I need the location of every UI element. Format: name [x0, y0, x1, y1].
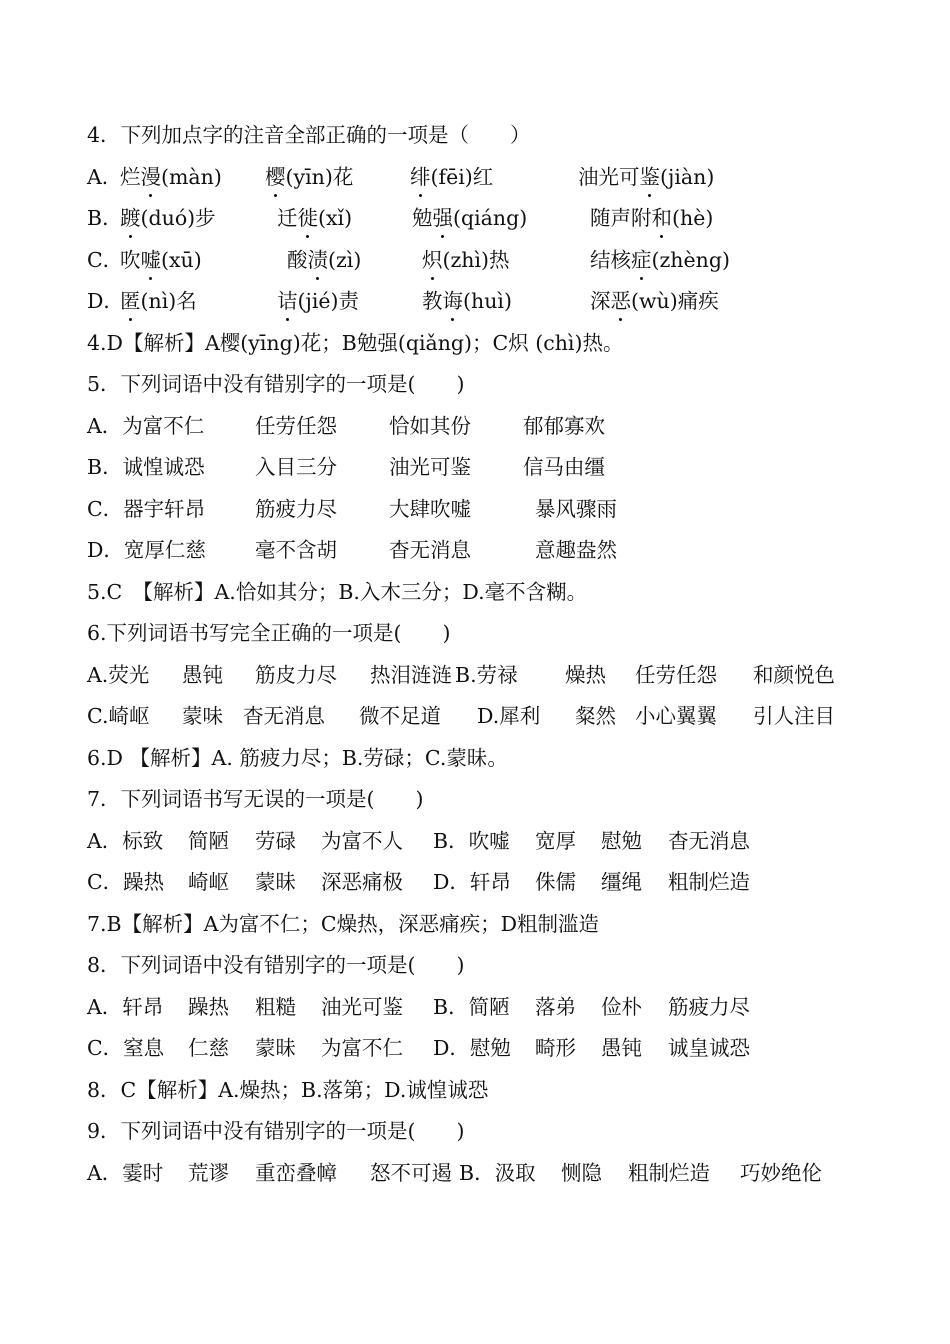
- q7-item: 劳碌: [255, 829, 296, 853]
- q5-a-item: A．为富不仁: [87, 414, 205, 438]
- q7-stem-text: 7．下列词语书写无误的一项是( ): [87, 787, 424, 811]
- q5-c-item: C．器宇轩昂: [87, 497, 206, 521]
- q7-item: 深恶痛极: [321, 870, 403, 894]
- q9-item: B．汲取: [459, 1161, 536, 1185]
- q8-item: 蒙昧: [255, 1036, 296, 1060]
- q5-answer-text: 5.C 【解析】A.恰如其分；B.入木三分；D.毫不含糊。: [87, 580, 588, 604]
- q5-a-item: 郁郁寡欢: [523, 414, 605, 438]
- q5-d-item: 杳无消息: [389, 538, 471, 562]
- q4-a-word1: 烂漫(màn): [120, 162, 222, 192]
- q6-item: C.崎岖: [87, 704, 150, 728]
- q4-d-word3: 教诲(huì): [422, 286, 512, 316]
- q6-item: 热泪涟涟: [370, 663, 452, 687]
- q7-item: 简陋: [188, 829, 229, 853]
- q7-item: 宽厚: [535, 829, 576, 853]
- q9-item: 重峦叠幛: [255, 1161, 337, 1185]
- q4-answer-text: 4.D【解析】A樱(yīng)花；B勉强(qiǎng)；C炽 (chì)热。: [87, 331, 624, 355]
- q8-item: 畸形: [535, 1036, 576, 1060]
- q4-b-word3: 勉强(qiáng): [412, 203, 527, 233]
- q8-item: 诚皇诚恐: [668, 1036, 750, 1060]
- q8-stem-text: 8．下列词语中没有错别字的一项是( ): [87, 953, 465, 977]
- q4-d-word4: 深恶(wù)痛疾: [590, 286, 719, 316]
- q7-item: 为富不人: [321, 829, 403, 853]
- q5-b-item: 信马由缰: [523, 455, 605, 479]
- q5-c-item: 大肆吹嘘: [389, 497, 471, 521]
- q9-stem-text: 9．下列词语中没有错别字的一项是( ): [87, 1119, 465, 1143]
- q6-item: D.犀利: [477, 704, 541, 728]
- q6-item: 蒙味: [182, 704, 223, 728]
- q6-item: 小心翼翼: [635, 704, 717, 728]
- q4-c-word1: 吹嘘(xū): [120, 245, 202, 275]
- q7-item: C．躁热: [87, 870, 165, 894]
- q8-item: 仁慈: [188, 1036, 229, 1060]
- q8-item: 俭朴: [601, 995, 642, 1019]
- q4-stem-text: 4．下列加点字的注音全部正确的一项是（ ）: [87, 123, 531, 147]
- q5-a-item: 恰如其份: [389, 414, 471, 438]
- q4-d-word2: 诘(jié)责: [277, 286, 359, 316]
- q7-item: 杳无消息: [668, 829, 750, 853]
- q6-item: A.荧光: [87, 663, 150, 687]
- q8-item: D．慰勉: [433, 1036, 511, 1060]
- q7-item: 粗制烂造: [668, 870, 750, 894]
- q6-stem-text: 6.下列词语书写完全正确的一项是( ): [87, 621, 451, 645]
- q5-a-item: 任劳任怨: [255, 414, 337, 438]
- q6-item: 筋皮力尽: [255, 663, 337, 687]
- q7-item: 蒙昧: [255, 870, 296, 894]
- q4-d-label: D．: [87, 289, 124, 313]
- q8-answer-text: 8．C【解析】A.燥热；B.落第；D.诚惶诚恐: [87, 1078, 489, 1102]
- q8-item: A．轩昂: [87, 995, 164, 1019]
- q4-b-word4: 随声附和(hè): [590, 203, 713, 233]
- q9-item: 粗制烂造: [628, 1161, 710, 1185]
- q7-answer-text: 7.B【解析】A为富不仁；C燥热，深恶痛疾；D粗制滥造: [87, 912, 600, 936]
- q6-item: 杳无消息: [243, 704, 325, 728]
- q5-d-item: D．宽厚仁慈: [87, 538, 206, 562]
- q9-item: 怒不可遏: [370, 1161, 452, 1185]
- q4-b-word2: 迁徙(xǐ): [277, 203, 352, 233]
- q8-item: B．简陋: [433, 995, 510, 1019]
- q9-item: 恻隐: [561, 1161, 602, 1185]
- q5-d-item: 毫不含胡: [255, 538, 337, 562]
- q7-item: B．吹嘘: [433, 829, 510, 853]
- q6-item: 微不足道: [359, 704, 441, 728]
- q8-item: C．窒息: [87, 1036, 165, 1060]
- q4-a-label: A．: [87, 165, 123, 189]
- q5-b-item: 油光可鉴: [389, 455, 471, 479]
- q9-item: 巧妙绝伦: [740, 1161, 822, 1185]
- q6-item: 引人注目: [753, 704, 835, 728]
- q5-d-item: 意趣盎然: [535, 538, 617, 562]
- q7-item: 崎岖: [188, 870, 229, 894]
- q4-a-word3: 绯(fēi)红: [410, 162, 493, 192]
- q6-item: 燥热: [565, 663, 606, 687]
- q5-b-item: B．诚惶诚恐: [87, 455, 205, 479]
- q4-c-word3: 炽(zhì)热: [422, 245, 510, 275]
- q7-item: 侏儒: [535, 870, 576, 894]
- q4-a-word2: 樱(yīn)花: [265, 162, 353, 192]
- q8-item: 躁热: [188, 995, 229, 1019]
- q7-item: 缰绳: [601, 870, 642, 894]
- q5-c-item: 暴风骤雨: [535, 497, 617, 521]
- q6-item: 任劳任怨: [635, 663, 717, 687]
- q4-c-word2: 酸渍(zì): [287, 245, 361, 275]
- q4-b-label: B．: [87, 206, 123, 230]
- q8-item: 为富不仁: [321, 1036, 403, 1060]
- q6-item: B.劳禄: [455, 663, 518, 687]
- q8-item: 筋疲力尽: [668, 995, 750, 1019]
- q6-item: 粲然: [575, 704, 616, 728]
- q8-item: 油光可鉴: [321, 995, 403, 1019]
- q9-item: A．霎时: [87, 1161, 164, 1185]
- q8-item: 粗糙: [255, 995, 296, 1019]
- q8-item: 落弟: [535, 995, 576, 1019]
- q4-b-word1: 踱(duó)步: [120, 203, 216, 233]
- q7-item: D．轩昂: [433, 870, 511, 894]
- q5-b-item: 入目三分: [255, 455, 337, 479]
- q4-c-label: C．: [87, 248, 124, 272]
- q6-item: 愚钝: [182, 663, 223, 687]
- q6-answer-text: 6.D 【解析】A. 筋疲力尽；B.劳碌；C.蒙昧。: [87, 746, 508, 770]
- q5-stem-text: 5．下列词语中没有错别字的一项是( ): [87, 372, 465, 396]
- q9-item: 荒谬: [188, 1161, 229, 1185]
- q7-item: 慰勉: [601, 829, 642, 853]
- q4-d-word1: 匿(nì)名: [120, 286, 197, 316]
- q5-c-item: 筋疲力尽: [255, 497, 337, 521]
- q4-a-word4: 油光可鉴(jiàn): [578, 162, 714, 192]
- q4-c-word4: 结核症(zhèng): [590, 245, 730, 275]
- q8-item: 愚钝: [601, 1036, 642, 1060]
- q7-item: A．标致: [87, 829, 164, 853]
- q6-item: 和颜悦色: [753, 663, 835, 687]
